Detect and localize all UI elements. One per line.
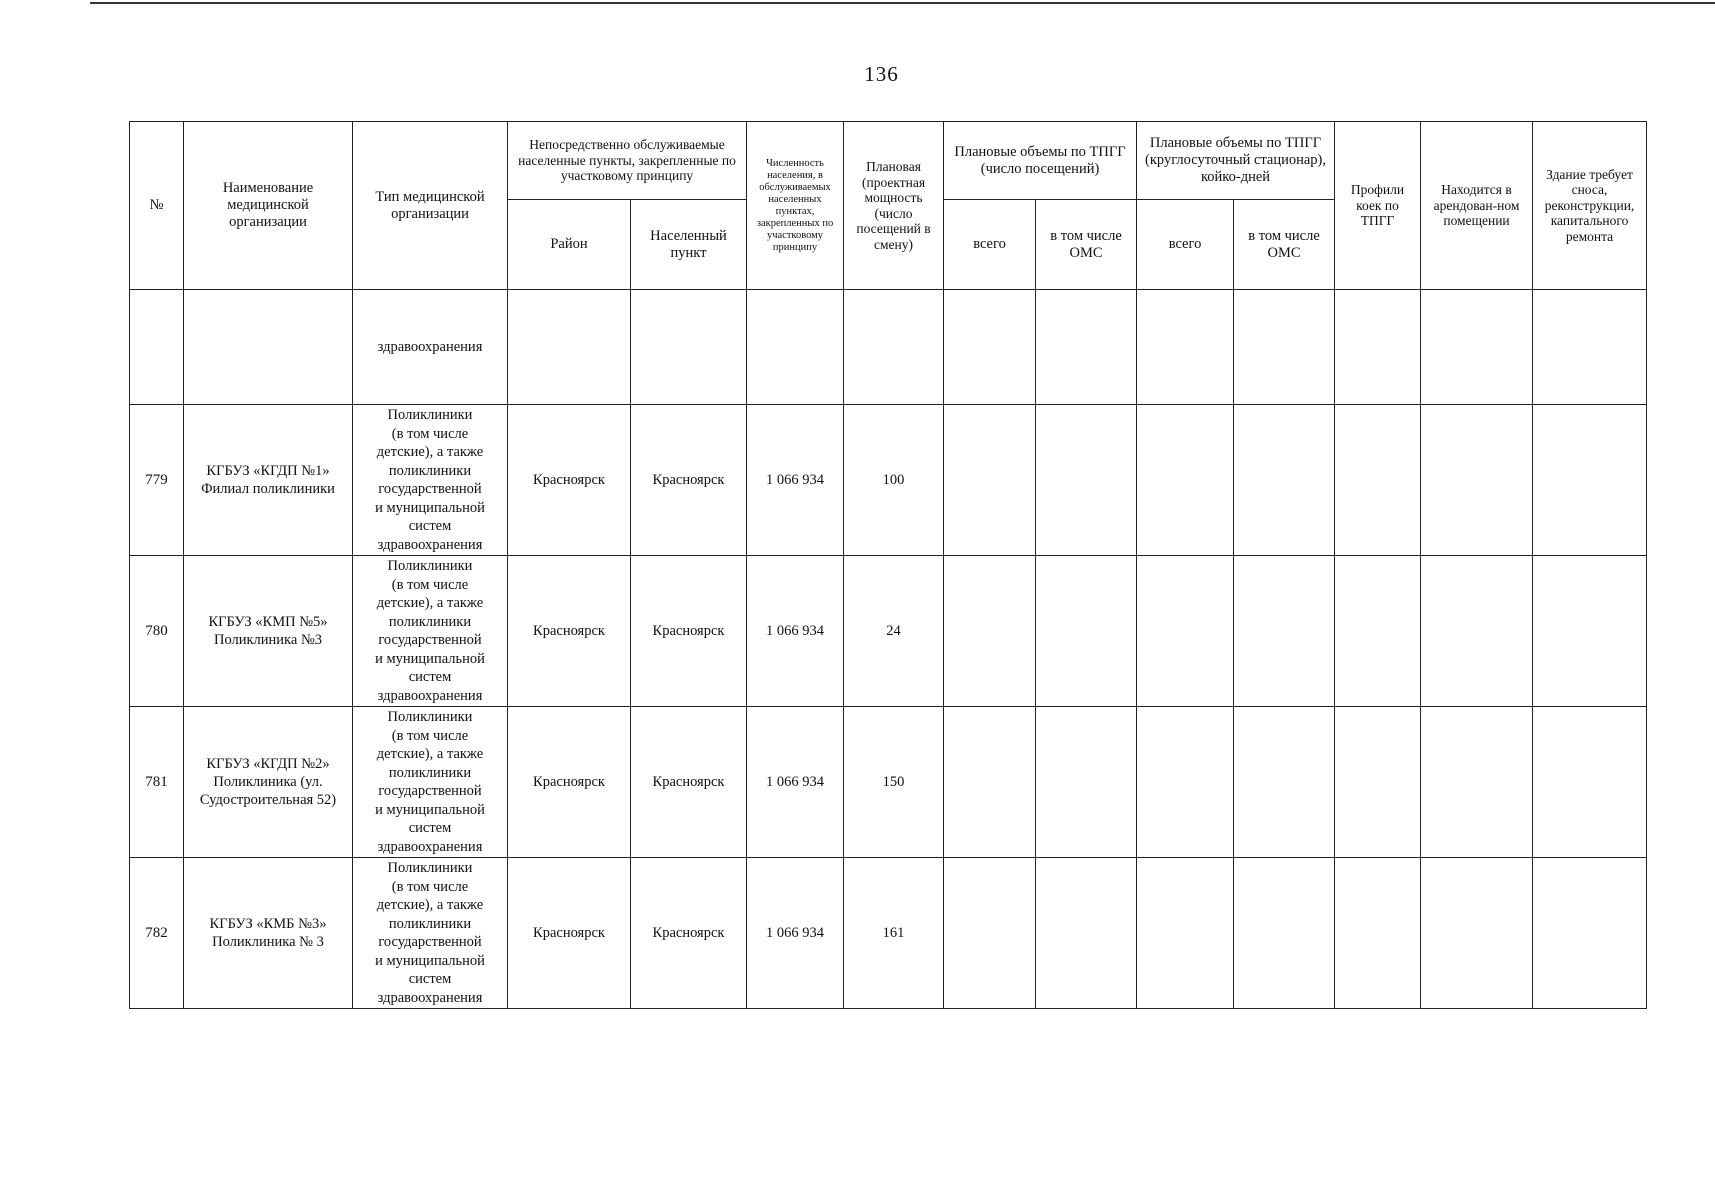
header-inpatient-oms: в том числе ОМС [1234, 200, 1335, 290]
type-line: государственной [378, 934, 482, 950]
cell-org-name [184, 858, 353, 1009]
cell-empty [1036, 707, 1137, 858]
cell-empty [1533, 405, 1647, 556]
cell-empty [1335, 556, 1421, 707]
cell-empty [1234, 556, 1335, 707]
cell-empty [631, 290, 747, 405]
cell-empty [1421, 707, 1533, 858]
cell-org-name [184, 556, 353, 707]
page-number: 136 [864, 62, 899, 86]
cell-empty [1137, 405, 1234, 556]
type-line: здравоохранения [377, 687, 483, 704]
header-capacity: Плановая (проектная мощность (число посещений в смену) [844, 122, 944, 290]
name-line: КГБУЗ «КМБ №3» [209, 916, 327, 932]
cell-empty [1036, 290, 1137, 405]
type-line: (в том числе [391, 576, 469, 593]
name-line: Филиал поликлиники [201, 481, 335, 497]
type-line: поликлиники [388, 462, 472, 479]
cell-empty [1036, 858, 1137, 1009]
cell-empty [1335, 405, 1421, 556]
name-line: КГБУЗ «КМП №5» [208, 614, 328, 630]
type-line: систем [408, 518, 452, 534]
type-line: систем [408, 971, 452, 987]
header-settlements-group: Непосредственно обслуживаемые населенные пункты, закрепленные по участковому принципу [508, 122, 747, 200]
cell-empty [184, 290, 353, 405]
cell-empty [1533, 707, 1647, 858]
type-line: детские), а также [376, 897, 484, 913]
cell-org-name [184, 405, 353, 556]
header-district: Район [508, 200, 631, 290]
cell-district: Красноярск [508, 858, 631, 1009]
facilities-table [129, 121, 1647, 1009]
type-line: поликлиники [388, 764, 472, 781]
type-line: систем [408, 820, 452, 836]
cell-empty [1421, 556, 1533, 707]
cell-population: 1 066 934 [747, 707, 844, 858]
type-line: Поликлиники [387, 709, 473, 725]
cell-empty [1234, 405, 1335, 556]
type-line: (в том числе [391, 727, 469, 744]
continuation-row [130, 290, 1647, 405]
cell-org-type [353, 556, 508, 707]
header-org-name: Наименование медицинской организации [184, 122, 353, 290]
header-num: № [130, 122, 184, 290]
header-org-type: Тип медицинской организации [353, 122, 508, 290]
cell-district: Красноярск [508, 556, 631, 707]
type-line: (в том числе [391, 878, 469, 895]
header-bed-profiles: Профили коек по ТПГГ [1335, 122, 1421, 290]
type-line: и муниципальной [375, 650, 485, 667]
name-line: Поликлиника №3 [213, 632, 323, 648]
cell-empty [1533, 290, 1647, 405]
cell-population: 1 066 934 [747, 556, 844, 707]
table-body [130, 290, 1647, 1009]
type-line: поликлиники [388, 915, 472, 932]
cell-num: 780 [130, 556, 184, 707]
type-line: государственной [378, 783, 482, 799]
header-outpatient-total: всего [944, 200, 1036, 290]
header-outpatient-group: Плановые объемы по ТПГГ (число посещений) [944, 122, 1137, 200]
cell-empty [747, 290, 844, 405]
name-line: Поликлиника № 3 [212, 934, 324, 950]
cell-num: 781 [130, 707, 184, 858]
cell-org-type [353, 858, 508, 1009]
name-line: КГБУЗ «КГДП №2» [206, 756, 330, 772]
cell-empty [130, 290, 184, 405]
type-line: систем [408, 669, 452, 685]
table-row [130, 405, 1647, 556]
cell-empty [508, 290, 631, 405]
type-line: и муниципальной [375, 952, 485, 969]
table-header [130, 122, 1647, 290]
cell-empty [1137, 858, 1234, 1009]
cell-empty [1137, 556, 1234, 707]
cell-empty [1137, 290, 1234, 405]
cell-empty [944, 556, 1036, 707]
type-line: (в том числе [391, 425, 469, 442]
cell-org-type [353, 707, 508, 858]
header-population: Численность населения, в обслуживаемых населенных пунктах, закрепленных по участковому принципу [747, 122, 844, 290]
header-inpatient-total: всего [1137, 200, 1234, 290]
type-line: поликлиники [388, 613, 472, 630]
cell-settlement: Красноярск [631, 556, 747, 707]
cell-empty [1421, 290, 1533, 405]
cell-capacity: 24 [844, 556, 944, 707]
cell-settlement: Красноярск [631, 405, 747, 556]
cell-empty [1421, 858, 1533, 1009]
cell-empty [1533, 556, 1647, 707]
table-row [130, 858, 1647, 1009]
cell-empty [1036, 405, 1137, 556]
cell-population: 1 066 934 [747, 858, 844, 1009]
name-line: Судостроительная 52) [199, 792, 337, 808]
type-line: государственной [378, 632, 482, 648]
type-line: детские), а также [376, 746, 484, 762]
name-line: Поликлиника (ул. [213, 774, 323, 790]
header-settlement: Населенный пункт [631, 200, 747, 290]
cell-empty [944, 290, 1036, 405]
cell-empty [1335, 858, 1421, 1009]
cell-empty [944, 405, 1036, 556]
cell-empty [844, 290, 944, 405]
type-line: государственной [378, 481, 482, 497]
cell-org-type [353, 405, 508, 556]
cell-org-type: здравоохранения [353, 290, 508, 405]
cell-empty [1036, 556, 1137, 707]
table-row [130, 707, 1647, 858]
cell-empty [944, 858, 1036, 1009]
cell-empty [1533, 858, 1647, 1009]
cell-empty [1234, 707, 1335, 858]
cell-num: 779 [130, 405, 184, 556]
cell-empty [1335, 707, 1421, 858]
cell-capacity: 150 [844, 707, 944, 858]
header-demolition: Здание требует сноса, реконструкции, капитального ремонта [1533, 122, 1647, 290]
cell-capacity: 100 [844, 405, 944, 556]
cell-org-name [184, 707, 353, 858]
cell-settlement: Красноярск [631, 858, 747, 1009]
cell-district: Красноярск [508, 405, 631, 556]
cell-empty [1335, 290, 1421, 405]
cell-empty [944, 707, 1036, 858]
cell-empty [1234, 290, 1335, 405]
cell-capacity: 161 [844, 858, 944, 1009]
type-line: здравоохранения [377, 536, 483, 553]
cell-num: 782 [130, 858, 184, 1009]
header-inpatient-group: Плановые объемы по ТПГГ (круглосуточный стационар), койко-дней [1137, 122, 1335, 200]
type-line: Поликлиники [387, 558, 473, 574]
type-line: детские), а также [376, 595, 484, 611]
cell-district: Красноярск [508, 707, 631, 858]
header-outpatient-oms: в том числе ОМС [1036, 200, 1137, 290]
header-rented: Находится в арендован-ном помещении [1421, 122, 1533, 290]
type-line: детские), а также [376, 444, 484, 460]
cell-settlement: Красноярск [631, 707, 747, 858]
type-line: и муниципальной [375, 499, 485, 516]
type-line: и муниципальной [375, 801, 485, 818]
cell-empty [1137, 707, 1234, 858]
top-rule [90, 2, 1715, 4]
cell-empty [1234, 858, 1335, 1009]
table-row [130, 556, 1647, 707]
type-line: Поликлиники [387, 860, 473, 876]
name-line: КГБУЗ «КГДП №1» [206, 463, 330, 479]
type-line: здравоохранения [377, 989, 483, 1006]
cell-empty [1421, 405, 1533, 556]
cell-population: 1 066 934 [747, 405, 844, 556]
type-line: Поликлиники [387, 407, 473, 423]
type-line: здравоохранения [377, 838, 483, 855]
